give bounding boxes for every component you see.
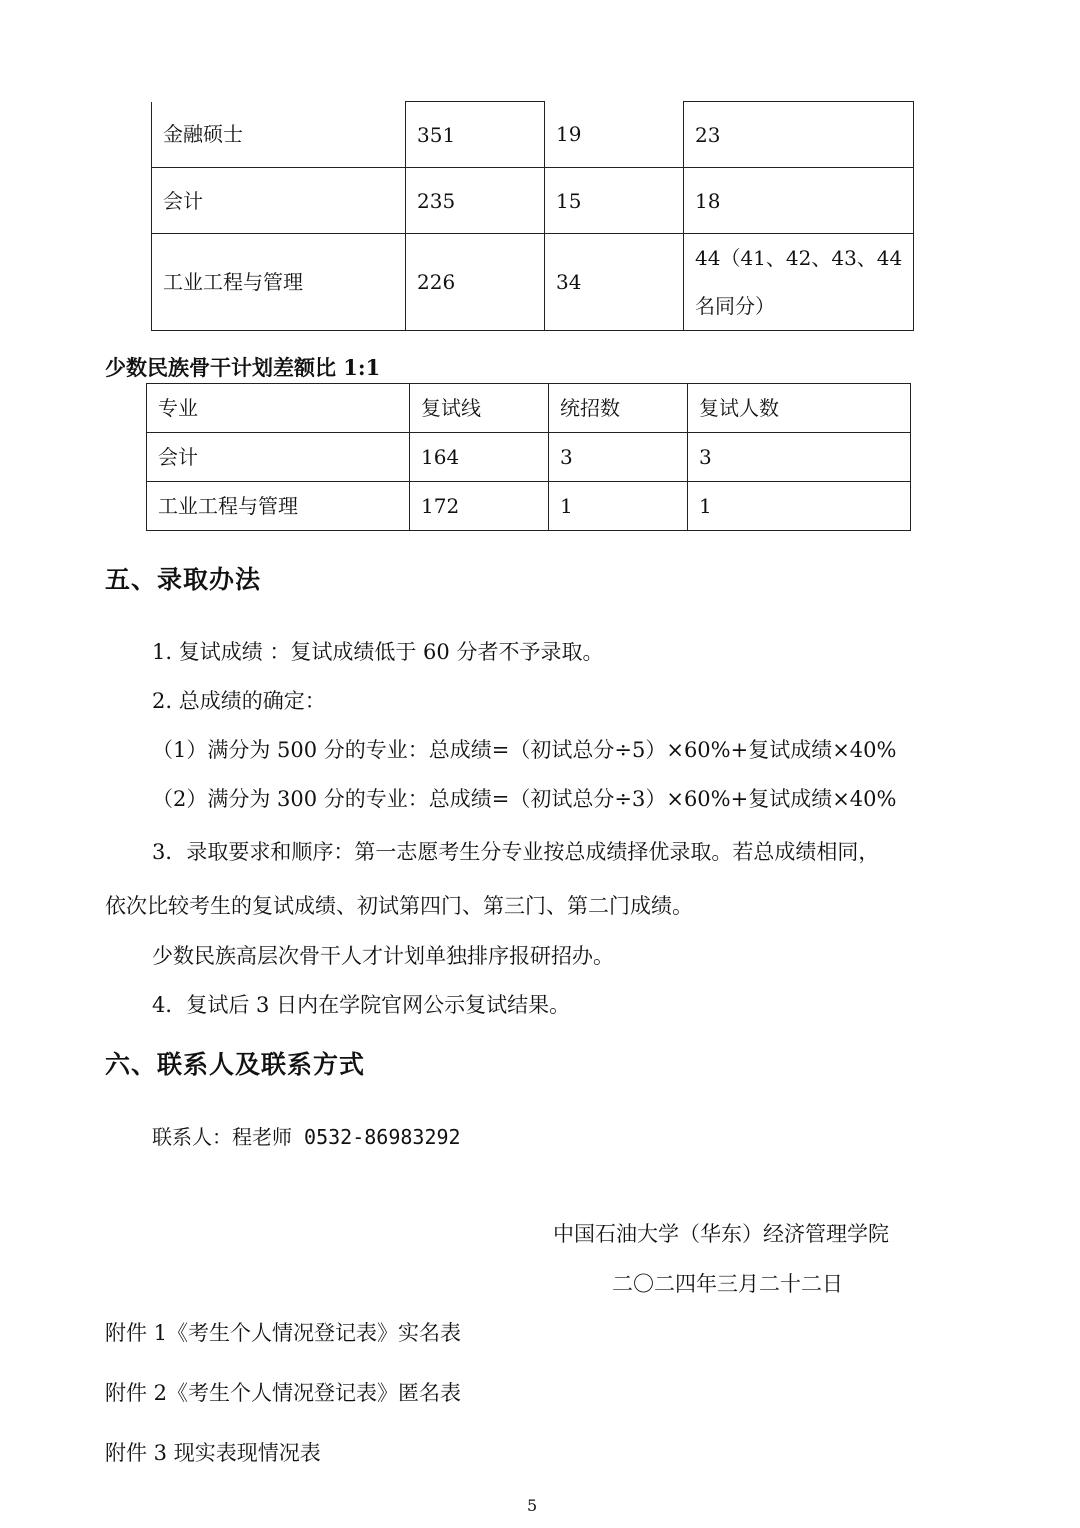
table-row (147, 482, 911, 531)
paragraph: （2）满分为 300 分的专业：总成绩=（初试总分÷3）×60%+复试成绩×40% (152, 787, 897, 811)
paragraph: （1）满分为 500 分的专业：总成绩=（初试总分÷5）×60%+复试成绩×40% (152, 738, 897, 762)
table-cell: 18 (684, 168, 914, 234)
attachment-item: 附件 2《考生个人情况登记表》匿名表 (105, 1381, 462, 1405)
table-cell: 44（41、42、43、44 名同分） (684, 234, 914, 331)
page-number: 5 (527, 1496, 538, 1515)
table-cell: 172 (410, 482, 549, 531)
table-cell: 226 (406, 234, 545, 331)
paragraph: 依次比较考生的复试成绩、初试第四门、第三门、第二门成绩。 (105, 894, 693, 918)
score-table-continued (151, 101, 914, 331)
table-cell: 金融硕士 (152, 102, 406, 168)
table-header-row (147, 384, 911, 433)
table-cell: 工业工程与管理 (152, 234, 406, 331)
paragraph: 4．复试后 3 日内在学院官网公示复试结果。 (152, 993, 571, 1017)
table-cell: 34 (545, 234, 684, 331)
contact-info: 联系人：程老师 0532-86983292 (152, 1125, 461, 1149)
minority-plan-table (146, 383, 911, 531)
table-cell: 351 (406, 102, 545, 168)
signature-date: 二〇二四年三月二十二日 (612, 1272, 843, 1296)
table-cell: 164 (410, 433, 549, 482)
table-row (152, 234, 914, 331)
table-cell: 1 (549, 482, 688, 531)
paragraph: 1. 复试成绩 ：复试成绩低于 60 分者不予录取。 (152, 640, 604, 664)
column-header: 复试人数 (688, 384, 911, 433)
table-cell: 会计 (152, 168, 406, 234)
table-cell: 19 (545, 102, 684, 168)
table-cell: 工业工程与管理 (147, 482, 410, 531)
column-header: 统招数 (549, 384, 688, 433)
minority-plan-label: 少数民族骨干计划差额比 1:1 (105, 355, 381, 380)
section-heading-admission: 五、录取办法 (105, 565, 262, 594)
table-cell: 23 (684, 102, 914, 168)
attachment-item: 附件 3 现实表现情况表 (105, 1441, 321, 1465)
table-row (152, 102, 914, 168)
table-cell: 235 (406, 168, 545, 234)
paragraph: 3．录取要求和顺序：第一志愿考生分专业按总成绩择优录取。若总成绩相同， (152, 840, 880, 864)
paragraph: 少数民族高层次骨干人才计划单独排序报研招办。 (152, 944, 614, 968)
column-header: 复试线 (410, 384, 549, 433)
table-cell: 15 (545, 168, 684, 234)
table-row (152, 168, 914, 234)
signature-org: 中国石油大学（华东）经济管理学院 (553, 1222, 889, 1246)
table-cell: 3 (549, 433, 688, 482)
table-cell: 1 (688, 482, 911, 531)
table-cell: 3 (688, 433, 911, 482)
table-row (147, 433, 911, 482)
attachment-item: 附件 1《考生个人情况登记表》实名表 (105, 1321, 462, 1345)
paragraph: 2. 总成绩的确定： (152, 689, 326, 713)
table-cell: 会计 (147, 433, 410, 482)
section-heading-contact: 六、联系人及联系方式 (105, 1050, 366, 1079)
column-header: 专业 (147, 384, 410, 433)
